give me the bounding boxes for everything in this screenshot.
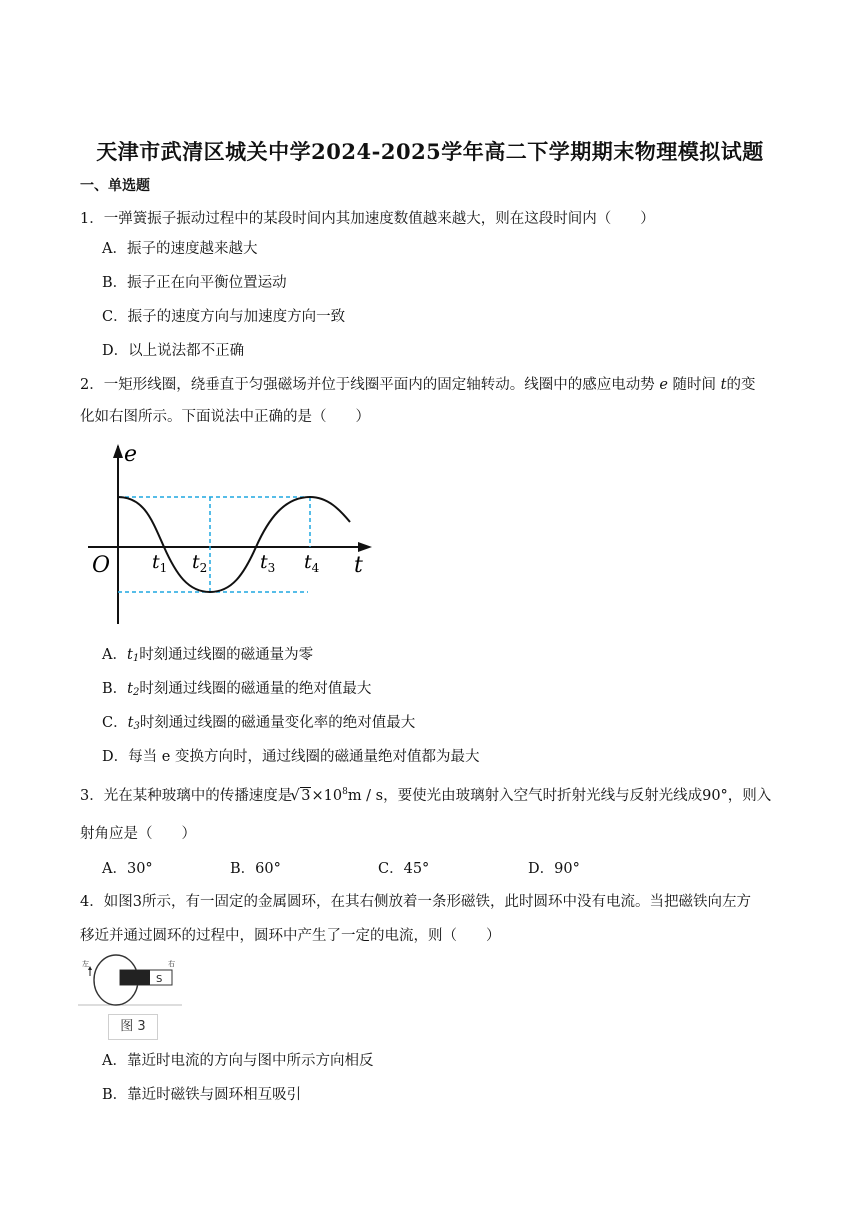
question-2-option-b (102, 677, 371, 698)
stem-text: 随时间 (672, 377, 717, 393)
emf-time-graph (84, 444, 374, 624)
question-4-stem-line-1: 4．如图3所示，有一固定的金属圆环，在其右侧放着一条形磁铁，此时圆环中没有电流。当把磁铁向左方 (80, 894, 751, 910)
question-2-option-a (102, 643, 313, 664)
option-subscript: 2 (132, 687, 140, 698)
question-1-option-d: D．以上说法都不正确 (102, 343, 245, 359)
speed-exponent: 8 (342, 787, 348, 797)
question-1-option-c: C．振子的速度方向与加速度方向一致 (102, 309, 346, 325)
stem-text: ，要使光由玻璃射入空气时折射光线与反射光线成90°，则入 (383, 788, 772, 804)
x-axis-label: t (354, 553, 363, 578)
sqrt-symbol (292, 788, 311, 804)
magnet-pole-label: S (156, 974, 163, 985)
page-title: 天津市武清区城关中学2024-2025学年高二下学期期末物理模拟试题 (96, 139, 764, 164)
option-prefix: A． (102, 647, 127, 663)
speed-unit: m / s (347, 788, 384, 804)
question-2-stem-line-2: 化如右图所示。下面说法中正确的是（ ） (80, 409, 370, 425)
option-var: t (126, 647, 133, 663)
question-1-option-a: A．振子的速度越来越大 (102, 241, 258, 257)
option-var: t (127, 681, 133, 697)
option-text: 时刻通过线圈的磁通量为零 (139, 647, 314, 663)
stem-text: 3．光在某种玻璃中的传播速度是 (80, 788, 293, 804)
x-axis-arrow (358, 542, 372, 552)
question-3-stem-line-1 (80, 784, 771, 805)
option-subscript: 3 (133, 721, 140, 732)
y-axis-arrow (113, 444, 123, 458)
option-text: 时刻通过线圈的磁通量的绝对值最大 (139, 681, 372, 697)
question-3-option-a: A．30° (102, 861, 153, 877)
figure-3-caption: 图 3 (108, 1014, 158, 1040)
question-3-option-d: D．90° (528, 861, 580, 877)
magnet-n-pole (120, 970, 150, 985)
question-4-stem-line-2: 移近并通过圆环的过程中，圆环中产生了一定的电流，则（ ） (80, 928, 501, 944)
question-2-stem-line-1 (80, 373, 755, 394)
sqrt-radicand: 3 (301, 788, 311, 804)
question-2-option-d (102, 745, 479, 766)
y-axis-label: e (124, 444, 138, 467)
question-3-stem-line-2: 射角应是（ ） (80, 826, 196, 842)
question-3-option-c: C．45° (378, 861, 430, 877)
question-1-option-b: B．振子正在向平衡位置运动 (102, 275, 287, 291)
option-subscript: 1 (132, 653, 140, 664)
stem-var-t: t (720, 377, 727, 393)
question-4-option-a: A．靠近时电流的方向与图中所示方向相反 (102, 1053, 374, 1069)
option-prefix: D． (102, 749, 129, 765)
option-text: 时刻通过线圈的磁通量变化率的绝对值最大 (139, 715, 416, 731)
tick-label-t4: $t_4$ (304, 551, 320, 575)
option-text: 每当 e 变换方向时，通过线圈的磁通量绝对值都为最大 (128, 749, 480, 765)
option-prefix: C． (102, 715, 128, 731)
speed-value: ×10 (311, 788, 343, 804)
tick-label-t2: $t_2$ (192, 551, 208, 575)
question-3-option-b: B．60° (230, 861, 281, 877)
option-prefix: B． (102, 681, 128, 697)
left-label: 左 (82, 960, 89, 968)
question-2-option-c (102, 711, 415, 732)
question-4-option-b: B．靠近时磁铁与圆环相互吸引 (102, 1087, 302, 1103)
stem-text: 的变 (726, 377, 756, 393)
question-1-stem: 1．一弹簧振子振动过程中的某段时间内其加速度数值越来越大，则在这段时间内（ ） (80, 211, 655, 227)
stem-text: 2．一矩形线圈，绕垂直于匀强磁场并位于线圈平面内的固定轴转动。线圈中的感应电动势 (80, 377, 655, 393)
origin-label: O (92, 553, 111, 578)
right-label: 右 (168, 960, 175, 968)
stem-var-e: e (659, 377, 668, 393)
tick-label-t1: $t_1$ (152, 551, 168, 575)
tick-label-t3: $t_3$ (260, 551, 276, 575)
section-heading: 一、单选题 (80, 178, 150, 194)
option-var: t (127, 715, 134, 731)
emf-curve (118, 497, 350, 592)
